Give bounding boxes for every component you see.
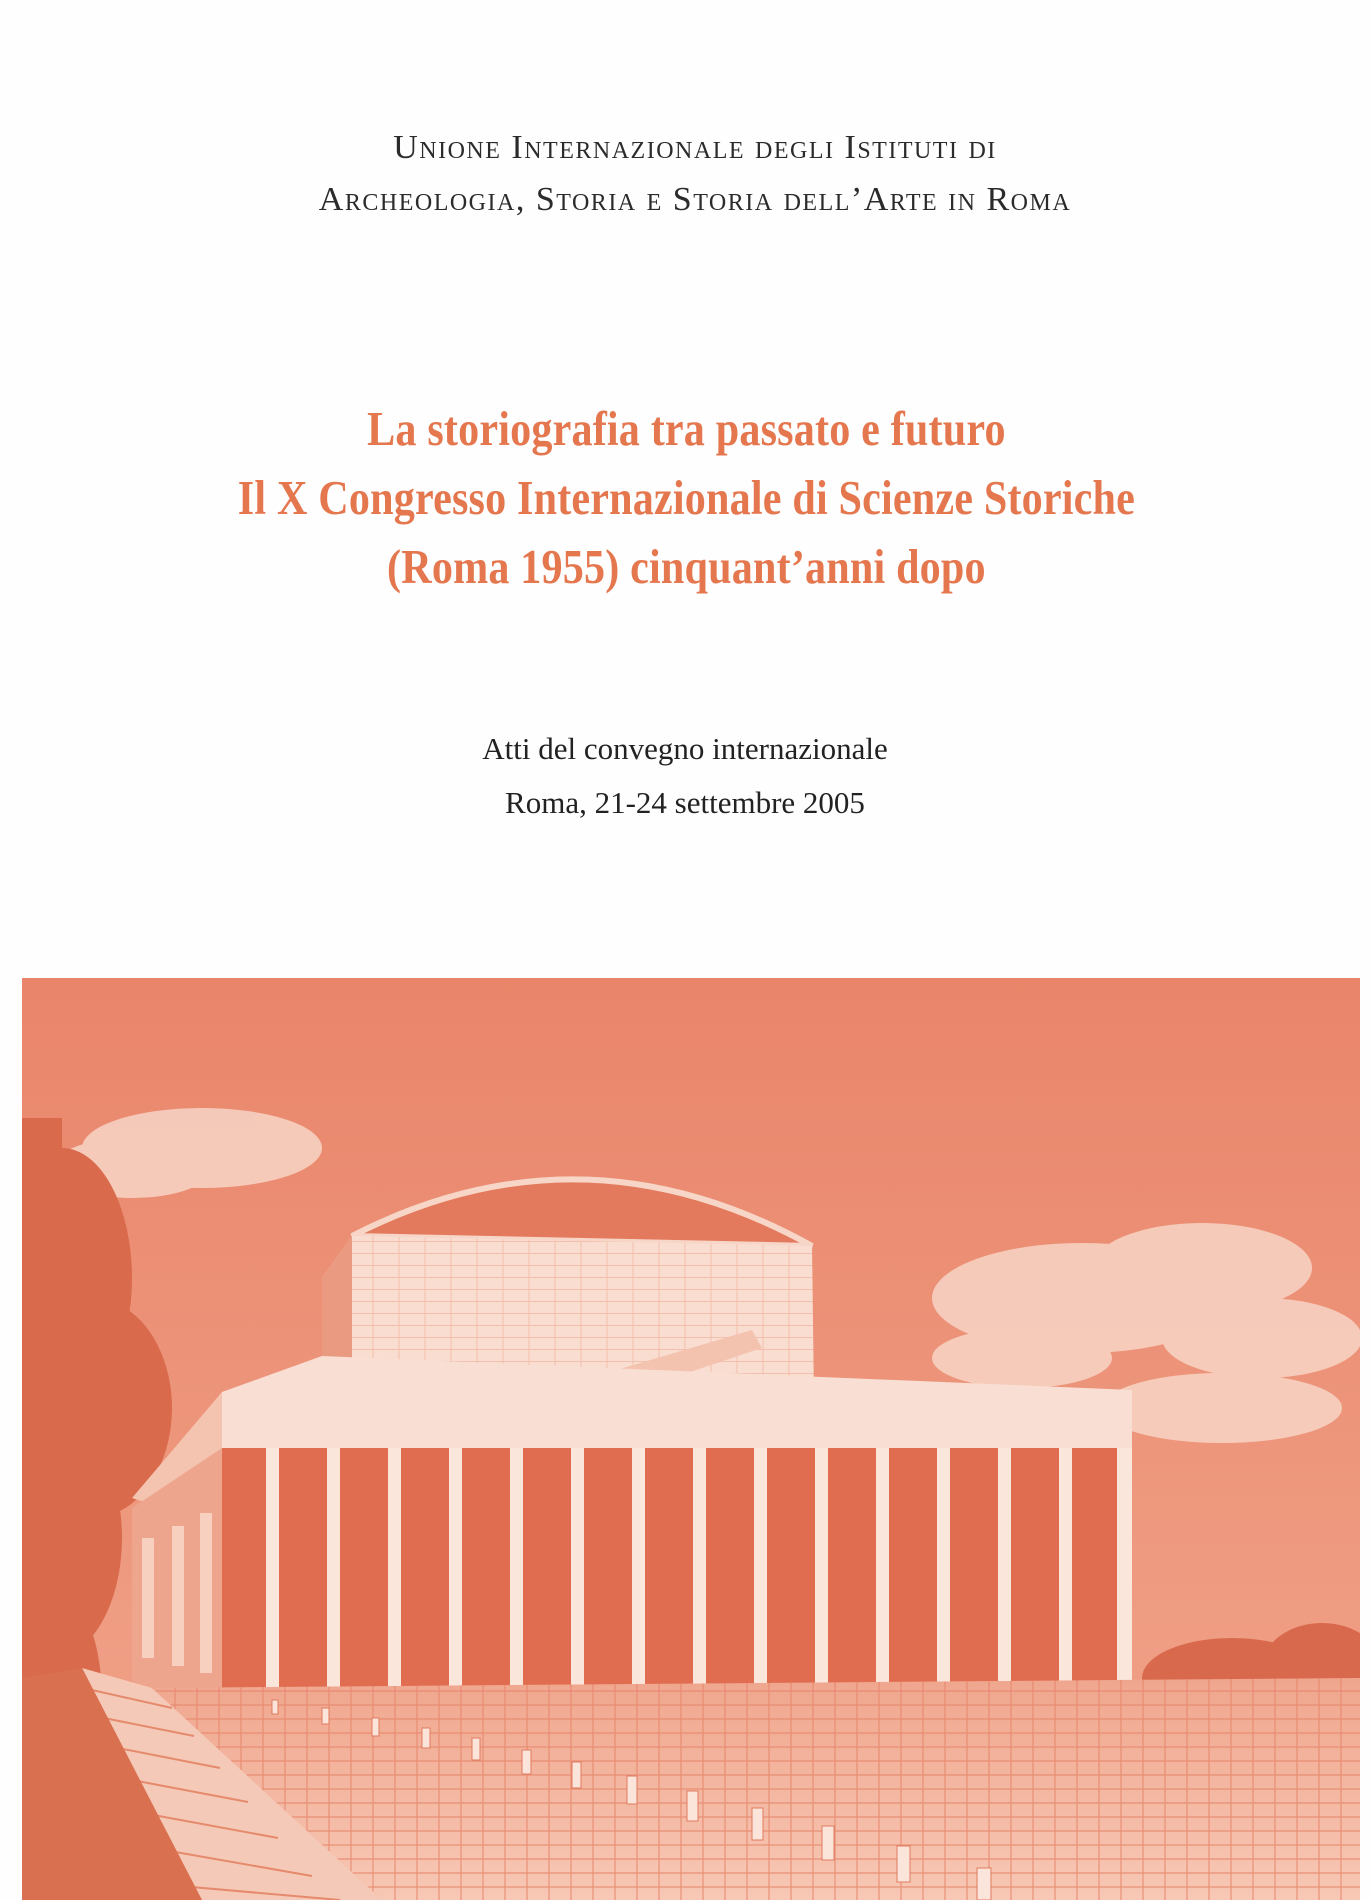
publisher-institution <box>0 122 1370 226</box>
institution-line-2: Archeologia, Storia e Storia dell’Arte in Roma <box>318 181 1072 218</box>
cover-photo-palazzo <box>22 978 1360 1900</box>
title-line-2: Il X Congresso Internazionale di Scienze Storiche <box>237 470 1136 525</box>
proceedings-date-place: Roma, 21-24 settembre 2005 <box>505 785 865 820</box>
book-title <box>97 394 1275 601</box>
title-line-3: (Roma 1955) cinquant’anni dopo <box>387 539 986 594</box>
title-line-1: La storiografia tra passato e futuro <box>367 401 1006 456</box>
building-portico-interior <box>222 1448 1132 1688</box>
institution-line-1: Unione Internazionale degli Istituti di <box>393 129 997 166</box>
building-columns <box>266 1448 1132 1688</box>
proceedings-info <box>0 722 1370 830</box>
proceedings-subtitle: Atti del convegno internazionale <box>482 731 888 766</box>
